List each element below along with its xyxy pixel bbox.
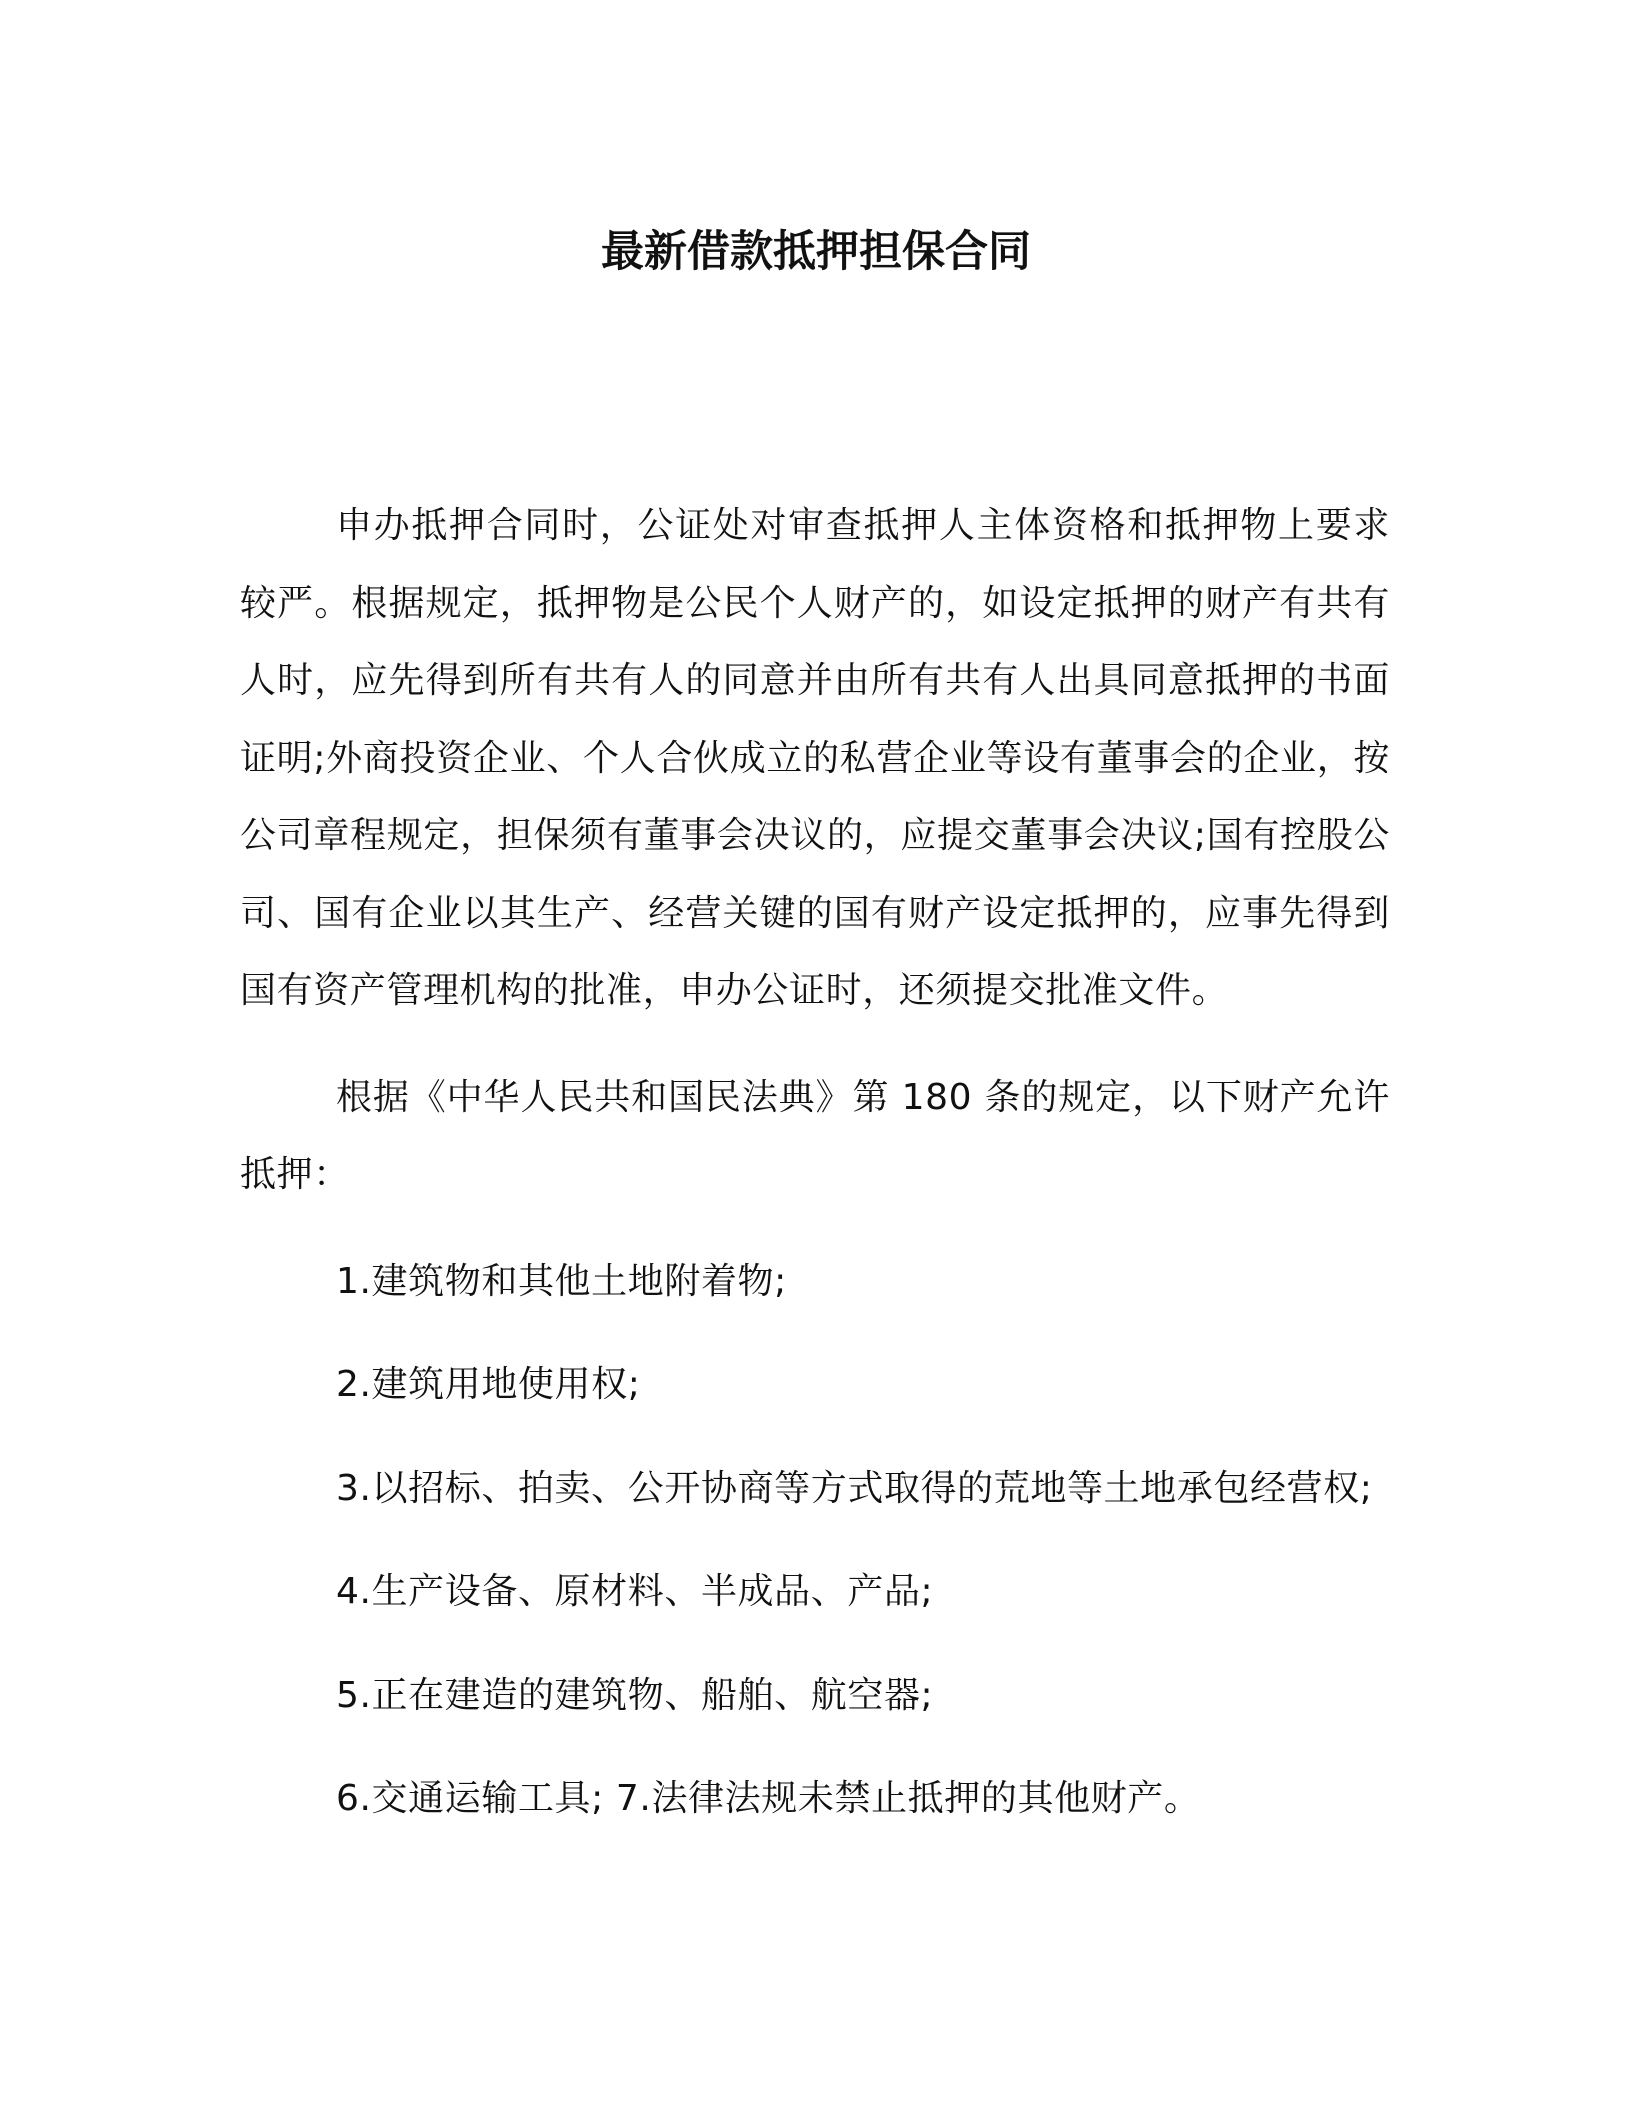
document-title: 最新借款抵押担保合同 (601, 227, 1031, 277)
mortgageable-property-list (240, 1243, 1390, 1838)
paragraph-notary-requirements: 申办抵押合同时，公证处对审查抵押人主体资格和抵押物上要求较严。根据规定，抵押物是公民个人财产的，如设定抵押的财产有共有人时，应先得到所有共有人的同意并由所有共有人出具同意抵押的书面证明;外商投资企业、个人合伙成立的私营企业等设有董事会的企业，按公司章程规定，担保须有董事会决议的，应提交董事会决议;国有控股公司、国有企业以其生产、经营关键的国有财产设定抵押的，应事先得到国有资产管理机构的批准，申办公证时，还须提交批准文件。 (240, 505, 1390, 1011)
list-item: 3.以招标、拍卖、公开协商等方式取得的荒地等土地承包经营权; (336, 1467, 1373, 1509)
list-item: 2.建筑用地使用权; (336, 1364, 641, 1405)
list-item: 1.建筑物和其他土地附着物; (336, 1260, 787, 1302)
document-body (240, 487, 1390, 1838)
list-item: 6.交通运输工具; 7.法律法规未禁止抵押的其他财产。 (336, 1778, 1201, 1819)
list-item: 4.生产设备、原材料、半成品、产品; (336, 1571, 934, 1612)
paragraph-civil-code-reference: 根据《中华人民共和国民法典》第 180 条的规定，以下财产允许抵押： (240, 1076, 1390, 1195)
list-item: 5.正在建造的建筑物、船舶、航空器; (336, 1674, 934, 1716)
